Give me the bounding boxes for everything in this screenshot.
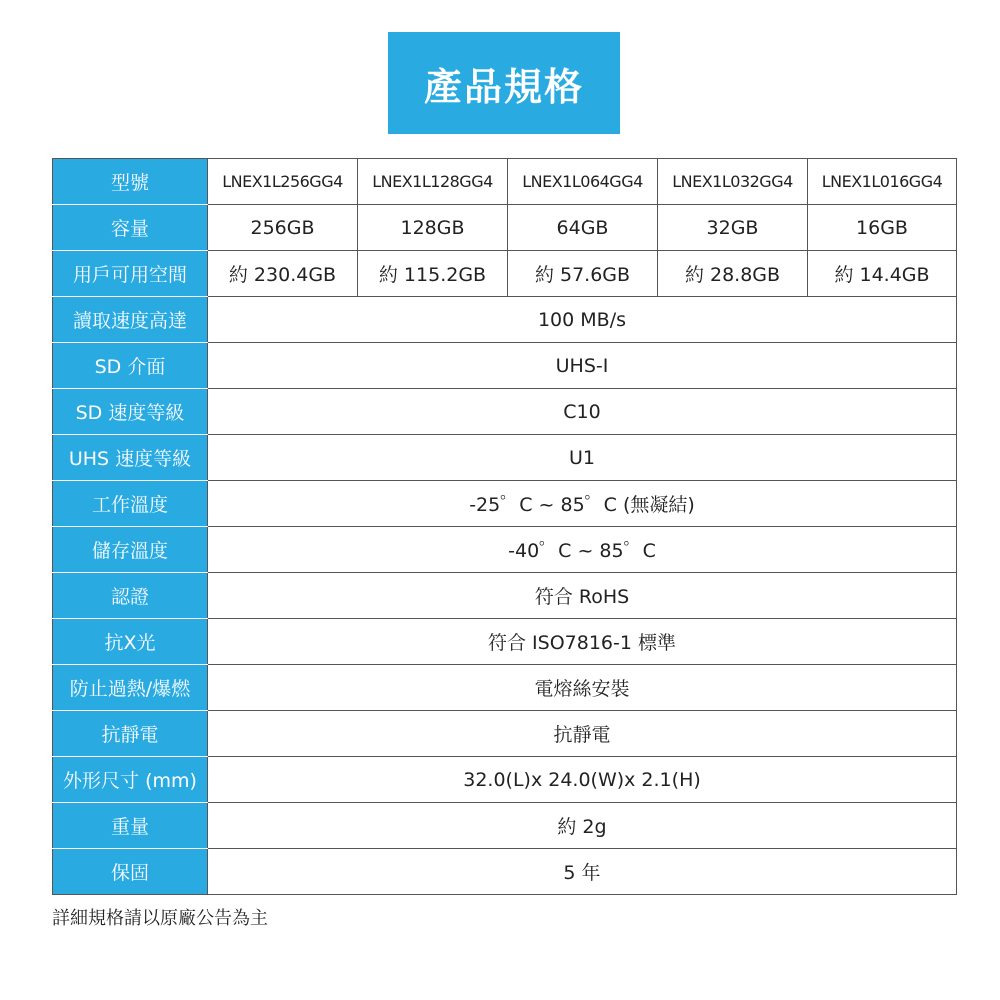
row-label-read-speed: 讀取速度高達 xyxy=(53,297,208,343)
row-label-sd-speed-class: SD 速度等級 xyxy=(53,389,208,435)
row-label-capacity: 容量 xyxy=(53,205,208,251)
table-row-user-space xyxy=(53,251,957,297)
user-space-cell: 約 14.4GB xyxy=(808,251,957,297)
read-speed-value: 100 MB/s xyxy=(208,297,957,343)
uhs-speed-class-value: U1 xyxy=(208,435,957,481)
row-label-storage-temp: 儲存溫度 xyxy=(53,527,208,573)
user-space-cell: 約 28.8GB xyxy=(658,251,808,297)
model-cell: LNEX1L128GG4 xyxy=(358,159,508,205)
table-row-sd-speed-class xyxy=(53,389,957,435)
table-row-warranty xyxy=(53,849,957,895)
footnote: 詳細規格請以原廠公告為主 xyxy=(52,908,268,929)
sd-speed-class-value: C10 xyxy=(208,389,957,435)
row-label-dimensions: 外形尺寸 (mm) xyxy=(53,757,208,803)
table-row-weight xyxy=(53,803,957,849)
table-row-certification xyxy=(53,573,957,619)
capacity-cell: 16GB xyxy=(808,205,957,251)
model-cell: LNEX1L032GG4 xyxy=(658,159,808,205)
dimensions-value: 32.0(L)x 24.0(W)x 2.1(H) xyxy=(208,757,957,803)
certification-value: 符合 RoHS xyxy=(208,573,957,619)
overheat-value: 電熔絲安裝 xyxy=(208,665,957,711)
sd-interface-value: UHS-I xyxy=(208,343,957,389)
operating-temp-value: -25゜C ~ 85゜C (無凝結) xyxy=(208,481,957,527)
row-label-sd-interface: SD 介面 xyxy=(53,343,208,389)
table-row-capacity xyxy=(53,205,957,251)
row-label-model: 型號 xyxy=(53,159,208,205)
row-label-certification: 認證 xyxy=(53,573,208,619)
spec-table xyxy=(52,158,957,895)
table-row-storage-temp xyxy=(53,527,957,573)
warranty-value: 5 年 xyxy=(208,849,957,895)
page-title: 產品規格 xyxy=(388,32,620,134)
table-row-uhs-speed-class xyxy=(53,435,957,481)
row-label-antistatic: 抗靜電 xyxy=(53,711,208,757)
table-row-read-speed xyxy=(53,297,957,343)
table-row-xray xyxy=(53,619,957,665)
capacity-cell: 256GB xyxy=(208,205,358,251)
user-space-cell: 約 230.4GB xyxy=(208,251,358,297)
row-label-warranty: 保固 xyxy=(53,849,208,895)
user-space-cell: 約 57.6GB xyxy=(508,251,658,297)
row-label-operating-temp: 工作溫度 xyxy=(53,481,208,527)
row-label-user-space: 用戶可用空間 xyxy=(53,251,208,297)
table-row-sd-interface xyxy=(53,343,957,389)
xray-value: 符合 ISO7816-1 標準 xyxy=(208,619,957,665)
model-cell: LNEX1L064GG4 xyxy=(508,159,658,205)
row-label-weight: 重量 xyxy=(53,803,208,849)
model-cell: LNEX1L016GG4 xyxy=(808,159,957,205)
table-row-operating-temp xyxy=(53,481,957,527)
storage-temp-value: -40゜C ~ 85゜C xyxy=(208,527,957,573)
model-cell: LNEX1L256GG4 xyxy=(208,159,358,205)
table-row-overheat xyxy=(53,665,957,711)
capacity-cell: 128GB xyxy=(358,205,508,251)
row-label-xray: 抗X光 xyxy=(53,619,208,665)
capacity-cell: 64GB xyxy=(508,205,658,251)
table-row-model xyxy=(53,159,957,205)
table-row-dimensions xyxy=(53,757,957,803)
row-label-uhs-speed-class: UHS 速度等級 xyxy=(53,435,208,481)
table-row-antistatic xyxy=(53,711,957,757)
user-space-cell: 約 115.2GB xyxy=(358,251,508,297)
capacity-cell: 32GB xyxy=(658,205,808,251)
antistatic-value: 抗靜電 xyxy=(208,711,957,757)
weight-value: 約 2g xyxy=(208,803,957,849)
row-label-overheat: 防止過熱/爆燃 xyxy=(53,665,208,711)
